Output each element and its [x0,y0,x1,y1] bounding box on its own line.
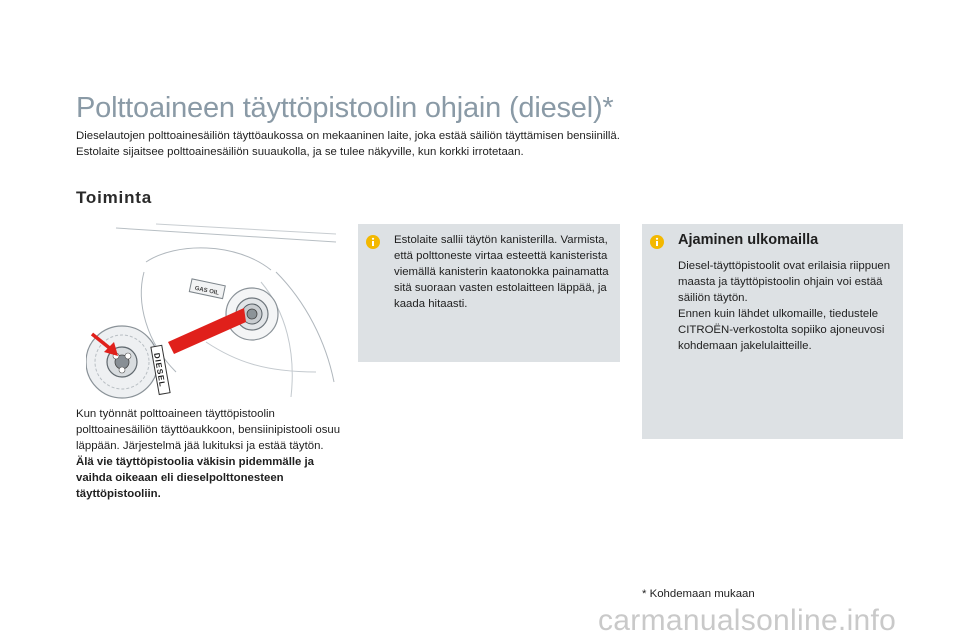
section-body [76,406,346,502]
gas-oil-plate [189,279,225,299]
intro-line: Dieselautojen polttoainesäiliön täyttöaukossa on mekaaninen laite, joka estää säiliön täyttämisen bensiinillä. [76,130,620,142]
fuel-filler-illustration [86,222,338,400]
intro-line: Estolaite sijaitsee polttoainesäiliön suuaukolla, ja se tulee näkyville, kun korkki irrotetaan. [76,146,524,158]
page-title: Polttoaineen täyttöpistoolin ohjain (diesel)* [76,92,614,124]
section-heading: Toiminta [76,188,152,207]
intro-text [76,128,716,160]
info-box-text [678,258,900,354]
panel-line [276,272,334,382]
watermark: carmanualsonline.info [598,604,897,637]
plate-label: GAS OIL [194,285,220,297]
diesel-cap [86,326,170,398]
info-icon [366,235,380,249]
info-box-paragraph: Diesel-täyttöpistoolit ovat erilaisia riippuen maasta ja täyttöpistoolin ohjain voi estää säiliön täytön. [678,260,891,304]
info-box-paragraph: Ennen kuin lähdet ulkomaille, tiedustele CITROËN-verkostolta sopiiko ajoneuvosi kohdemaan jakelulaitteille. [678,308,885,352]
warning-text: Älä vie täyttöpistoolia väkisin pidemmälle ja vaihda oikeaan eli dieselpolttonesteen täyttöpistooliin. [76,456,315,500]
info-box-canister [358,224,620,362]
footnote: * Kohdemaan mukaan [642,588,755,600]
panel-line [146,248,271,270]
info-icon [650,235,664,249]
info-box-abroad [642,224,903,439]
panel-line [206,342,316,372]
cap-label: DIESEL [152,352,167,389]
info-box-text: Estolaite sallii täytön kanisterilla. Varmista, että polttoneste virtaa esteettä kanisterista viemällä kanisterin kaatonokka painamatta sitä suoraan vasten estolaitteen läppää, ja kaada hitaasti. [394,234,609,310]
info-box-heading: Ajaminen ulkomailla [678,232,819,248]
panel-line [116,228,336,242]
fuel-filler-drawing [86,222,338,400]
body-paragraph: Kun työnnät polttoaineen täyttöpistoolin polttoainesäiliön täyttöaukkoon, bensiinipistooli osuu läppään. Järjestelmä jää lukituksi ja estää täytön. [76,408,341,452]
